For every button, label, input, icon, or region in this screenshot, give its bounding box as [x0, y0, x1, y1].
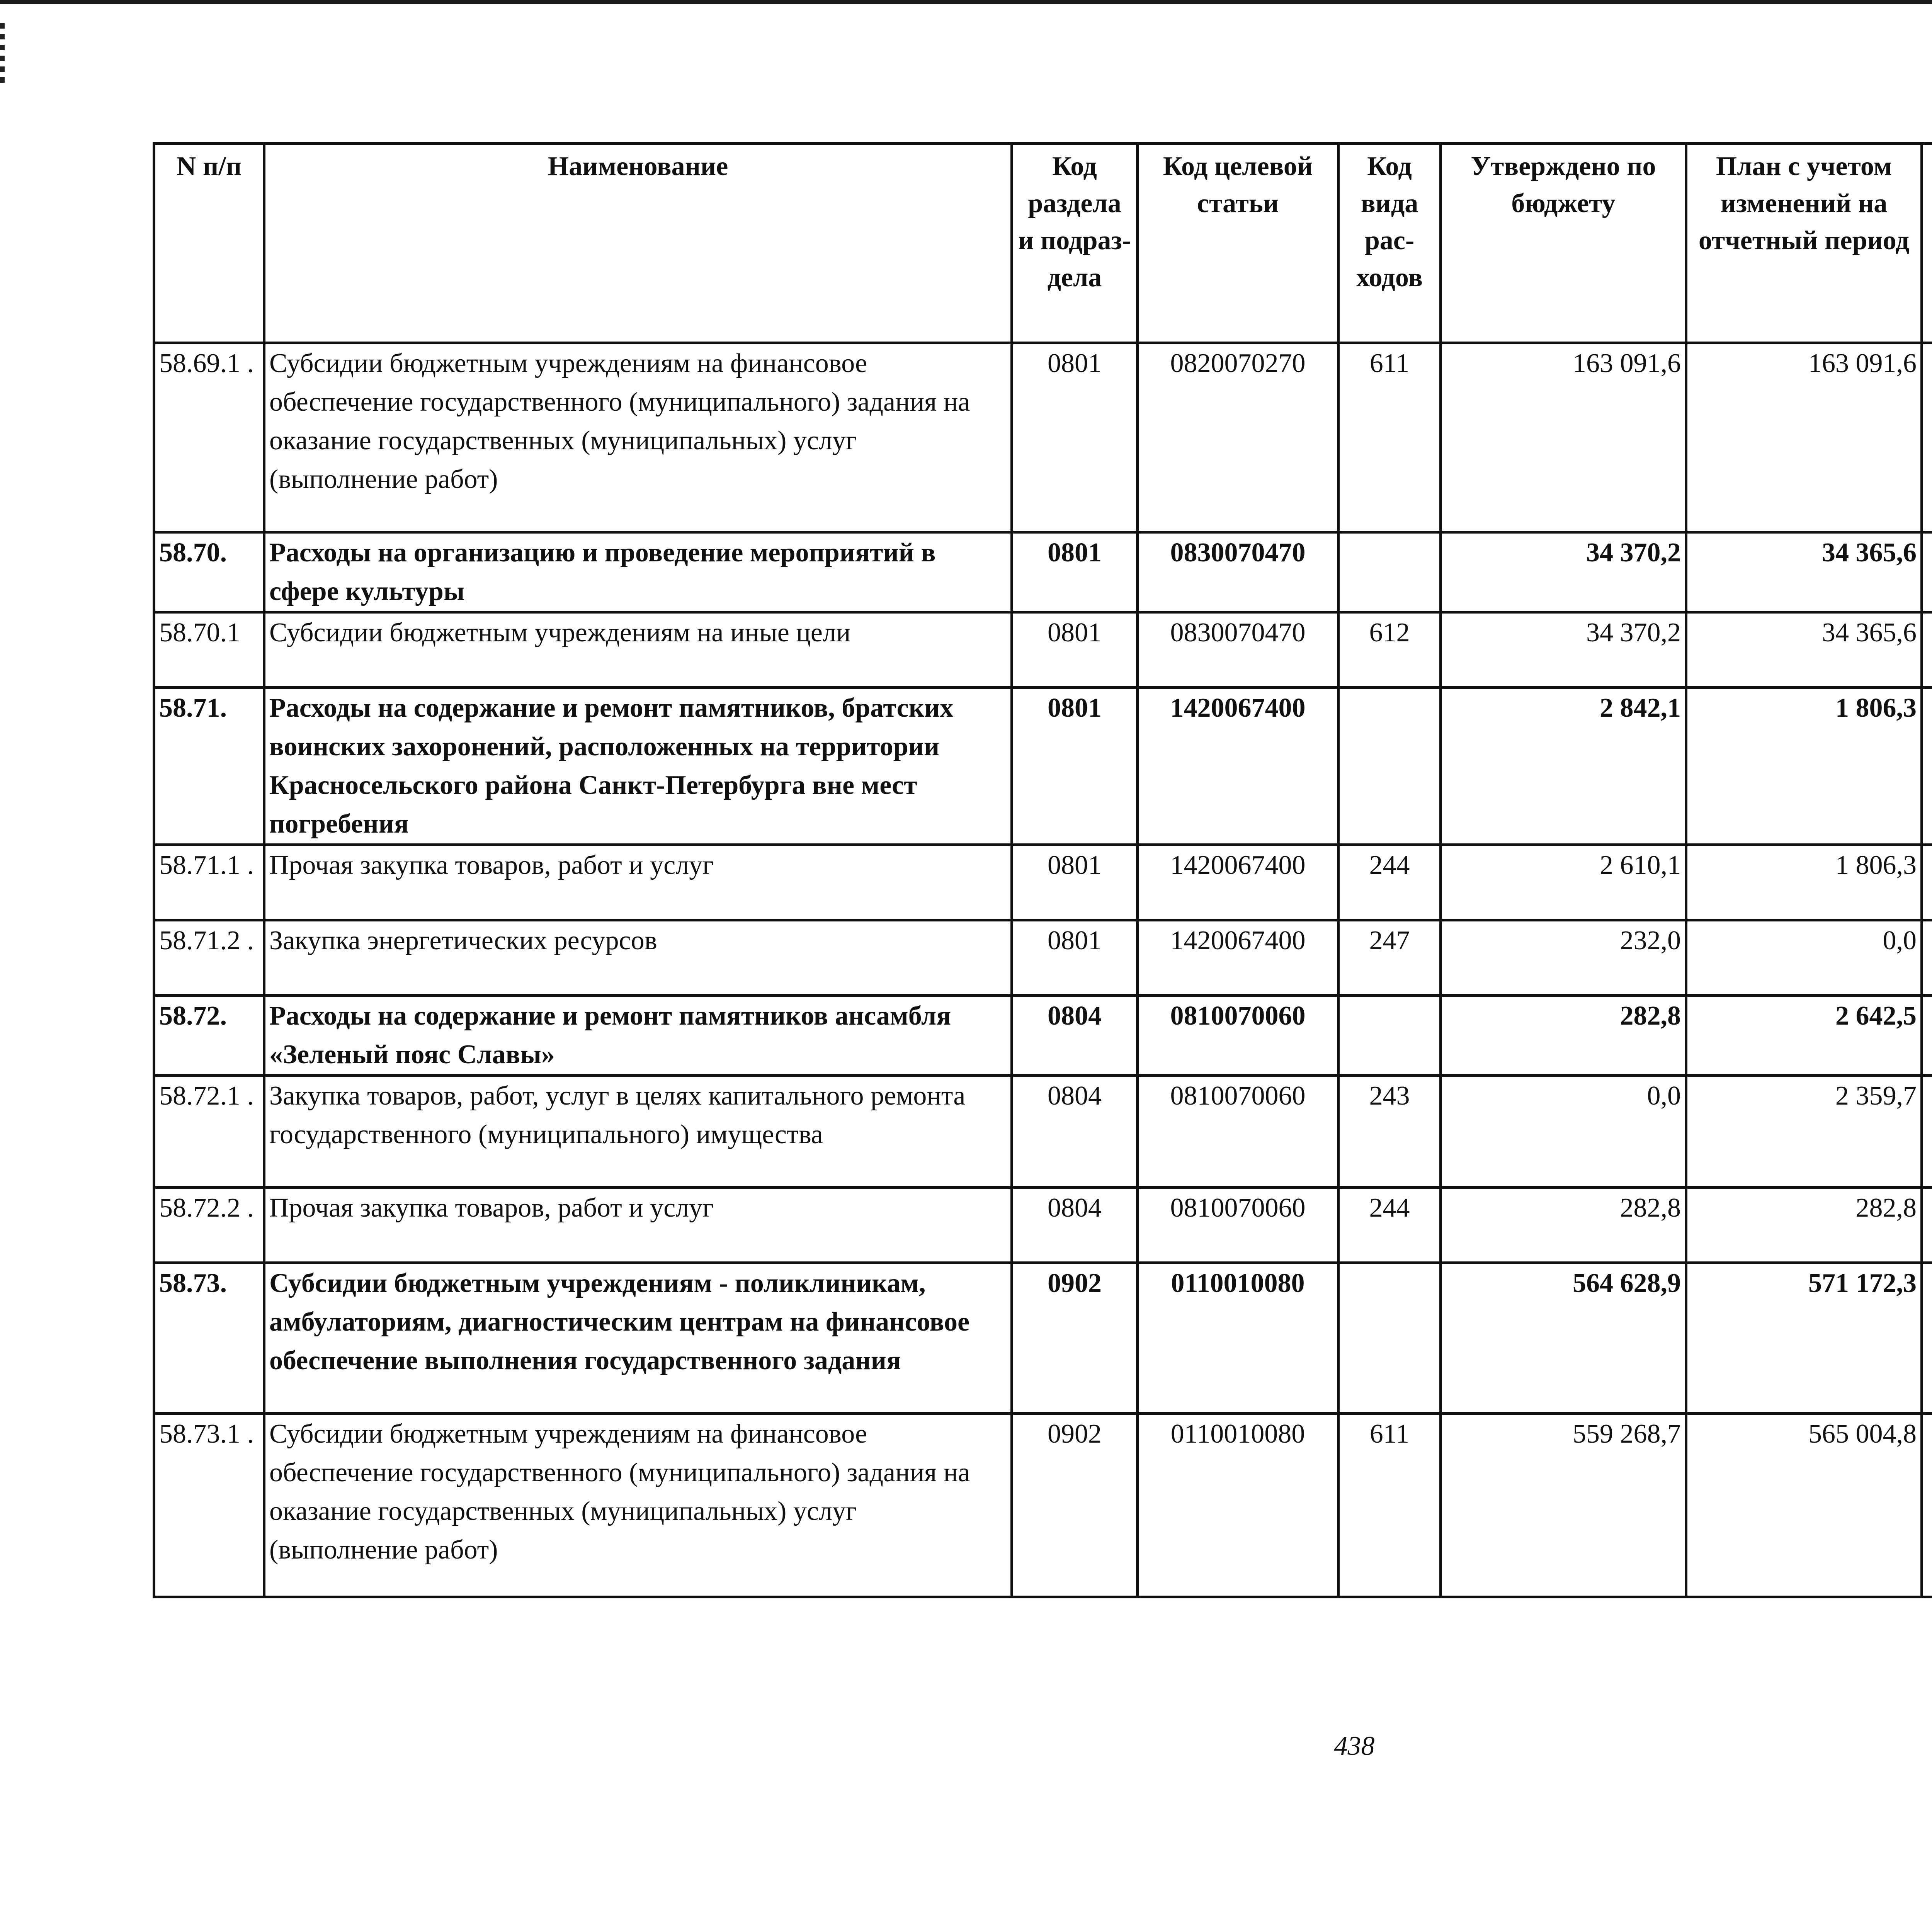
table-row	[154, 996, 1932, 1076]
row-number: 58.70.1	[154, 612, 264, 688]
row-section-code: 0902	[1012, 1263, 1138, 1414]
row-section-code: 0902	[1012, 1414, 1138, 1597]
row-target-code: 0820070270	[1138, 343, 1338, 532]
header-executed	[1922, 144, 1932, 343]
header-name: Наименование	[264, 144, 1012, 343]
row-target-code: 0830070470	[1138, 612, 1338, 688]
row-executed	[1922, 920, 1932, 996]
row-target-code: 0810070060	[1138, 1188, 1338, 1263]
row-plan: 282,8	[1686, 1188, 1922, 1263]
row-expense-kind-code: 244	[1338, 845, 1441, 920]
table-row	[154, 845, 1932, 920]
row-section-code: 0801	[1012, 343, 1138, 532]
table-row	[154, 612, 1932, 688]
row-section-code: 0804	[1012, 1188, 1138, 1263]
row-section-code: 0801	[1012, 845, 1138, 920]
row-approved: 559 268,7	[1441, 1414, 1686, 1597]
row-plan: 0,0	[1686, 920, 1922, 996]
row-executed	[1922, 845, 1932, 920]
row-name: Расходы на содержание и ремонт памятников ансамбля «Зеленый пояс Славы»	[264, 996, 1012, 1076]
row-plan: 34 365,6	[1686, 532, 1922, 612]
row-name: Субсидии бюджетным учреждениям на финансовое обеспечение государственного (муниципального) задания на оказание государственных (муниципальных) услуг (выполнение работ)	[264, 343, 1012, 532]
row-plan: 163 091,6	[1686, 343, 1922, 532]
scan-marks	[0, 23, 5, 85]
table-row	[154, 1414, 1932, 1597]
row-expense-kind-code: 243	[1338, 1076, 1441, 1188]
table-row	[154, 532, 1932, 612]
row-expense-kind-code: 244	[1338, 1188, 1441, 1263]
row-executed	[1922, 1414, 1932, 1597]
row-section-code: 0801	[1012, 688, 1138, 845]
row-name: Прочая закупка товаров, работ и услуг	[264, 1188, 1012, 1263]
row-number: 58.71.1 .	[154, 845, 264, 920]
row-executed	[1922, 1263, 1932, 1414]
row-name: Расходы на содержание и ремонт памятников, братских воинских захоронений, расположенных на территории Красносельского района Санкт-Петербурга вне мест погребения	[264, 688, 1012, 845]
row-plan: 2 642,5	[1686, 996, 1922, 1076]
row-approved: 34 370,2	[1441, 532, 1686, 612]
row-number: 58.70.	[154, 532, 264, 612]
row-number: 58.72.2 .	[154, 1188, 264, 1263]
row-plan: 571 172,3	[1686, 1263, 1922, 1414]
row-approved: 163 091,6	[1441, 343, 1686, 532]
table-row	[154, 343, 1932, 532]
header-section-code: Код раздела и подраз-дела	[1012, 144, 1138, 343]
budget-table	[153, 142, 1932, 1598]
table-row	[154, 920, 1932, 996]
row-expense-kind-code	[1338, 688, 1441, 845]
row-executed	[1922, 996, 1932, 1076]
header-approved: Утверждено по бюджету	[1441, 144, 1686, 343]
row-approved: 232,0	[1441, 920, 1686, 996]
row-plan: 34 365,6	[1686, 612, 1922, 688]
row-name: Закупка товаров, работ, услуг в целях капитального ремонта государственного (муниципального) имущества	[264, 1076, 1012, 1188]
row-approved: 0,0	[1441, 1076, 1686, 1188]
row-approved: 2 610,1	[1441, 845, 1686, 920]
row-approved: 564 628,9	[1441, 1263, 1686, 1414]
row-executed	[1922, 532, 1932, 612]
row-number: 58.73.	[154, 1263, 264, 1414]
row-section-code: 0804	[1012, 996, 1138, 1076]
scan-border-top	[0, 0, 1932, 4]
row-approved: 282,8	[1441, 1188, 1686, 1263]
row-name: Субсидии бюджетным учреждениям - поликлиникам, амбулаториям, диагностическим центрам на финансовое обеспечение выполнения государственного задания	[264, 1263, 1012, 1414]
row-executed	[1922, 343, 1932, 532]
row-approved: 34 370,2	[1441, 612, 1686, 688]
row-number: 58.72.	[154, 996, 264, 1076]
header-target-code: Код целевой статьи	[1138, 144, 1338, 343]
row-expense-kind-code: 247	[1338, 920, 1441, 996]
row-section-code: 0801	[1012, 920, 1138, 996]
row-executed	[1922, 612, 1932, 688]
row-name: Расходы на организацию и проведение мероприятий в сфере культуры	[264, 532, 1012, 612]
table-row	[154, 1188, 1932, 1263]
row-section-code: 0801	[1012, 532, 1138, 612]
row-target-code: 0110010080	[1138, 1414, 1338, 1597]
row-number: 58.71.	[154, 688, 264, 845]
row-target-code: 0830070470	[1138, 532, 1338, 612]
row-plan: 2 359,7	[1686, 1076, 1922, 1188]
row-name: Закупка энергетических ресурсов	[264, 920, 1012, 996]
header-plan: План с учетом изменений на отчетный период	[1686, 144, 1922, 343]
header-expense-kind-code: Код вида рас-ходов	[1338, 144, 1441, 343]
row-section-code: 0804	[1012, 1076, 1138, 1188]
row-executed	[1922, 1188, 1932, 1263]
row-plan: 565 004,8	[1686, 1414, 1922, 1597]
row-number: 58.71.2 .	[154, 920, 264, 996]
table-row	[154, 1263, 1932, 1414]
table-row	[154, 688, 1932, 845]
row-name: Субсидии бюджетным учреждениям на финансовое обеспечение государственного (муниципального) задания на оказание государственных (муниципальных) услуг (выполнение работ)	[264, 1414, 1012, 1597]
row-expense-kind-code	[1338, 1263, 1441, 1414]
row-plan: 1 806,3	[1686, 688, 1922, 845]
row-target-code: 1420067400	[1138, 688, 1338, 845]
row-number: 58.69.1 .	[154, 343, 264, 532]
row-expense-kind-code: 611	[1338, 1414, 1441, 1597]
row-target-code: 0110010080	[1138, 1263, 1338, 1414]
row-expense-kind-code: 612	[1338, 612, 1441, 688]
row-expense-kind-code	[1338, 996, 1441, 1076]
row-expense-kind-code: 611	[1338, 343, 1441, 532]
row-name: Прочая закупка товаров, работ и услуг	[264, 845, 1012, 920]
row-approved: 282,8	[1441, 996, 1686, 1076]
row-name: Субсидии бюджетным учреждениям на иные цели	[264, 612, 1012, 688]
row-plan: 1 806,3	[1686, 845, 1922, 920]
row-number: 58.72.1 .	[154, 1076, 264, 1188]
header-num: N п/п	[154, 144, 264, 343]
row-target-code: 1420067400	[1138, 920, 1338, 996]
table-row	[154, 1076, 1932, 1188]
row-approved: 2 842,1	[1441, 688, 1686, 845]
page-number: 438	[1334, 1731, 1375, 1761]
row-target-code: 0810070060	[1138, 996, 1338, 1076]
row-executed	[1922, 688, 1932, 845]
table-body	[154, 343, 1932, 1597]
row-executed	[1922, 1076, 1932, 1188]
row-number: 58.73.1 .	[154, 1414, 264, 1597]
row-target-code: 0810070060	[1138, 1076, 1338, 1188]
row-target-code: 1420067400	[1138, 845, 1338, 920]
row-section-code: 0801	[1012, 612, 1138, 688]
row-expense-kind-code	[1338, 532, 1441, 612]
